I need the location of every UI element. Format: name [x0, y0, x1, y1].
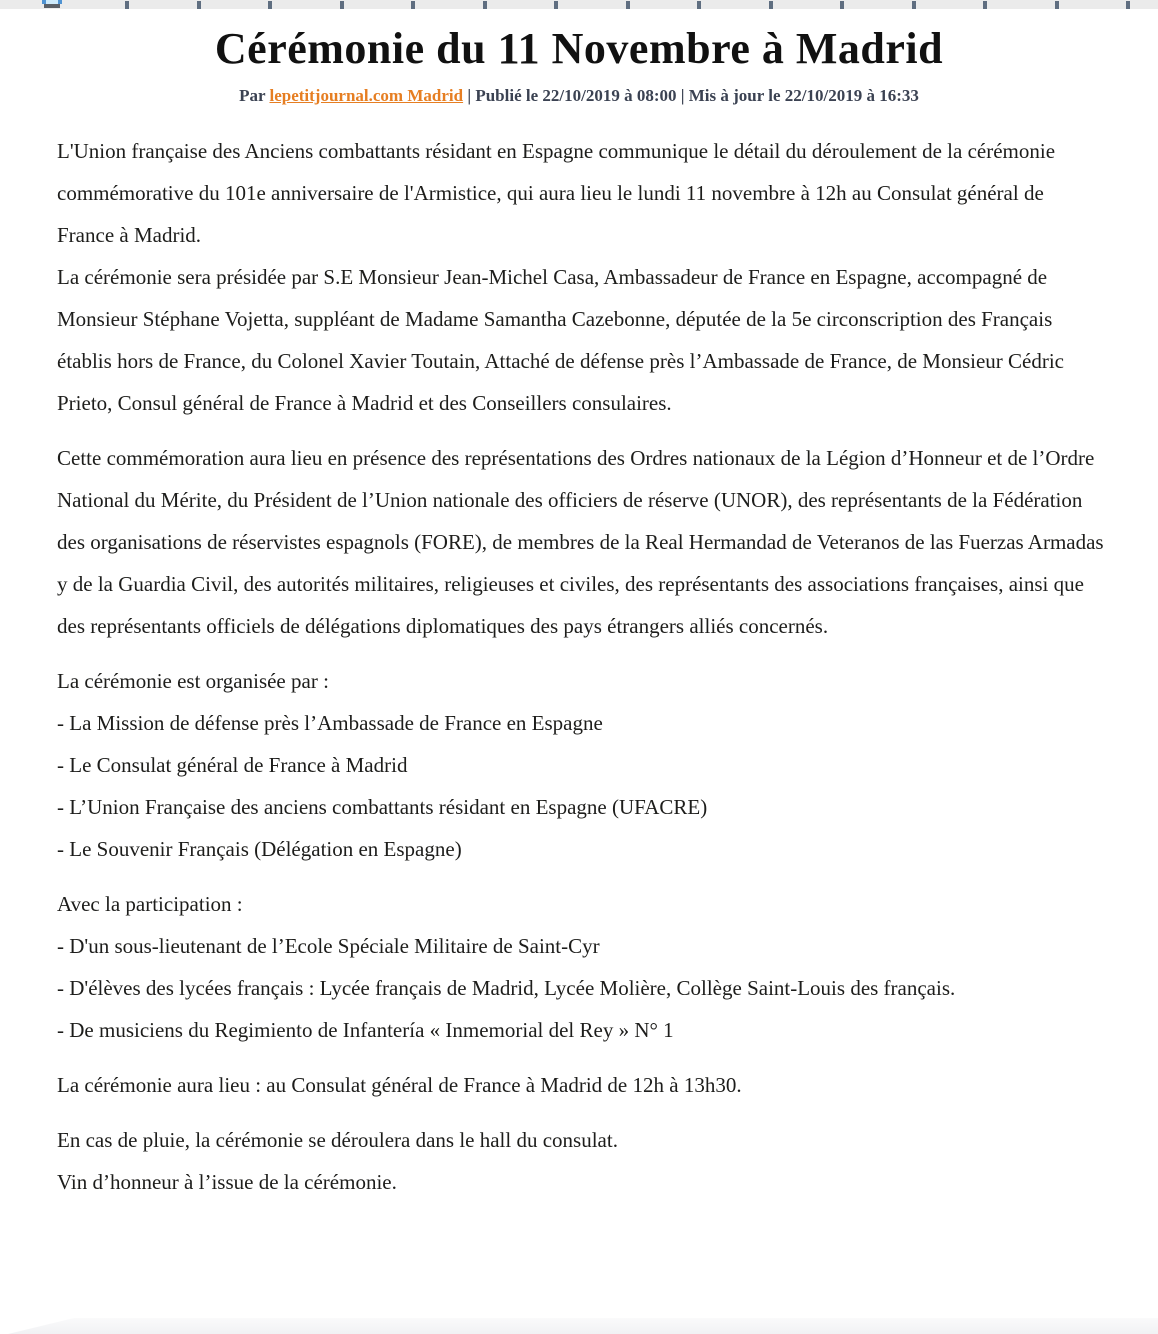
paragraph-intro: L'Union française des Anciens combattants résidant en Espagne communique le détail du déroulement de la cérémonie commémorative du 101e anniversaire de l'Armistice, qui aura lieu le lundi 11 novembre à 12h au Consulat général de France à Madrid. — [57, 139, 1056, 247]
favicon-middle — [46, 0, 58, 4]
tab-mark — [268, 1, 272, 9]
tab-mark — [1055, 1, 1059, 9]
tab-mark — [697, 1, 701, 9]
rain-line: En cas de pluie, la cérémonie se déroulera dans le hall du consulat. — [57, 1128, 618, 1152]
paragraph-commemoration: Cette commémoration aura lieu en présence des représentations des Ordres nationaux de la Légion d’Honneur et de l’Ordre National du Mérite, du Président de l’Union nationale des officiers de réserve (UNOR), des représentants de la Fédération des organisations de réservistes espagnols (FORE), de membres de la Real Hermandad de Veteranos de las Fuerzas Armadas y de la Guardia Civil, des autorités militaires, religieuses et civiles, des représentants des associations françaises, ainsi que des représentants officiels de délégations diplomatiques des pays étrangers alliés concernés. — [57, 446, 1104, 638]
tab-mark — [1126, 1, 1130, 9]
browser-tab-strip — [0, 0, 1158, 9]
byline — [0, 86, 1158, 106]
tab-mark — [340, 1, 344, 9]
wine-line: Vin d’honneur à l’issue de la cérémonie. — [57, 1170, 397, 1194]
favicon-right-cap — [58, 0, 62, 4]
tab-mark — [626, 1, 630, 9]
list-item: - D'élèves des lycées français : Lycée français de Madrid, Lycée Molière, Collège Saint-Louis des français. — [57, 976, 956, 1000]
organizers-block — [57, 660, 1105, 870]
tab-mark — [483, 1, 487, 9]
published-date: Publié le 22/10/2019 à 08:00 — [475, 86, 677, 105]
paragraph-presidence: La cérémonie sera présidée par S.E Monsieur Jean-Michel Casa, Ambassadeur de France en Espagne, accompagné de Monsieur Stéphane Vojetta, suppléant de Madame Samantha Cazebonne, députée de la 5e circonscription des Français établis hors de France, du Colonel Xavier Toutain, Attaché de défense près l’Ambassade de France, de Monsieur Cédric Prieto, Consul général de France à Madrid et des Conseillers consulaires. — [57, 265, 1064, 415]
source-link[interactable]: lepetitjournal.com Madrid — [269, 86, 464, 105]
active-tab-favicon-icon[interactable] — [42, 0, 62, 8]
tab-mark — [125, 1, 129, 9]
tab-mark — [197, 1, 201, 9]
article-body — [57, 130, 1105, 1203]
article-page — [0, 9, 1158, 1216]
tab-mark — [912, 1, 916, 9]
tab-mark — [554, 1, 558, 9]
tab-mark — [769, 1, 773, 9]
tab-mark — [983, 1, 987, 9]
byline-prefix: Par — [239, 86, 270, 105]
favicon-top-row — [42, 0, 62, 4]
list-item: - Le Souvenir Français (Délégation en Espagne) — [57, 837, 462, 861]
updated-date: Mis à jour le 22/10/2019 à 16:33 — [688, 86, 919, 105]
venue-line: La cérémonie aura lieu : au Consulat général de France à Madrid de 12h à 13h30. — [57, 1073, 742, 1097]
list-item: - Le Consulat général de France à Madrid — [57, 753, 408, 777]
participation-heading: Avec la participation : — [57, 892, 243, 916]
participation-block — [57, 883, 1105, 1051]
byline-separator: | — [676, 86, 689, 105]
byline-separator: | — [463, 86, 476, 105]
favicon-bottom-bar — [44, 4, 60, 8]
bottom-page-corner — [0, 1318, 1158, 1334]
tab-mark — [411, 1, 415, 9]
list-item: - L’Union Française des anciens combattants résidant en Espagne (UFACRE) — [57, 795, 708, 819]
list-item: - D'un sous-lieutenant de l’Ecole Spéciale Militaire de Saint-Cyr — [57, 934, 600, 958]
list-item: - La Mission de défense près l’Ambassade de France en Espagne — [57, 711, 603, 735]
list-item: - De musiciens du Regimiento de Infantería « Inmemorial del Rey » N° 1 — [57, 1018, 674, 1042]
page-title: Cérémonie du 11 Novembre à Madrid — [214, 24, 944, 73]
organizers-heading: La cérémonie est organisée par : — [57, 669, 329, 693]
tab-mark — [840, 1, 844, 9]
